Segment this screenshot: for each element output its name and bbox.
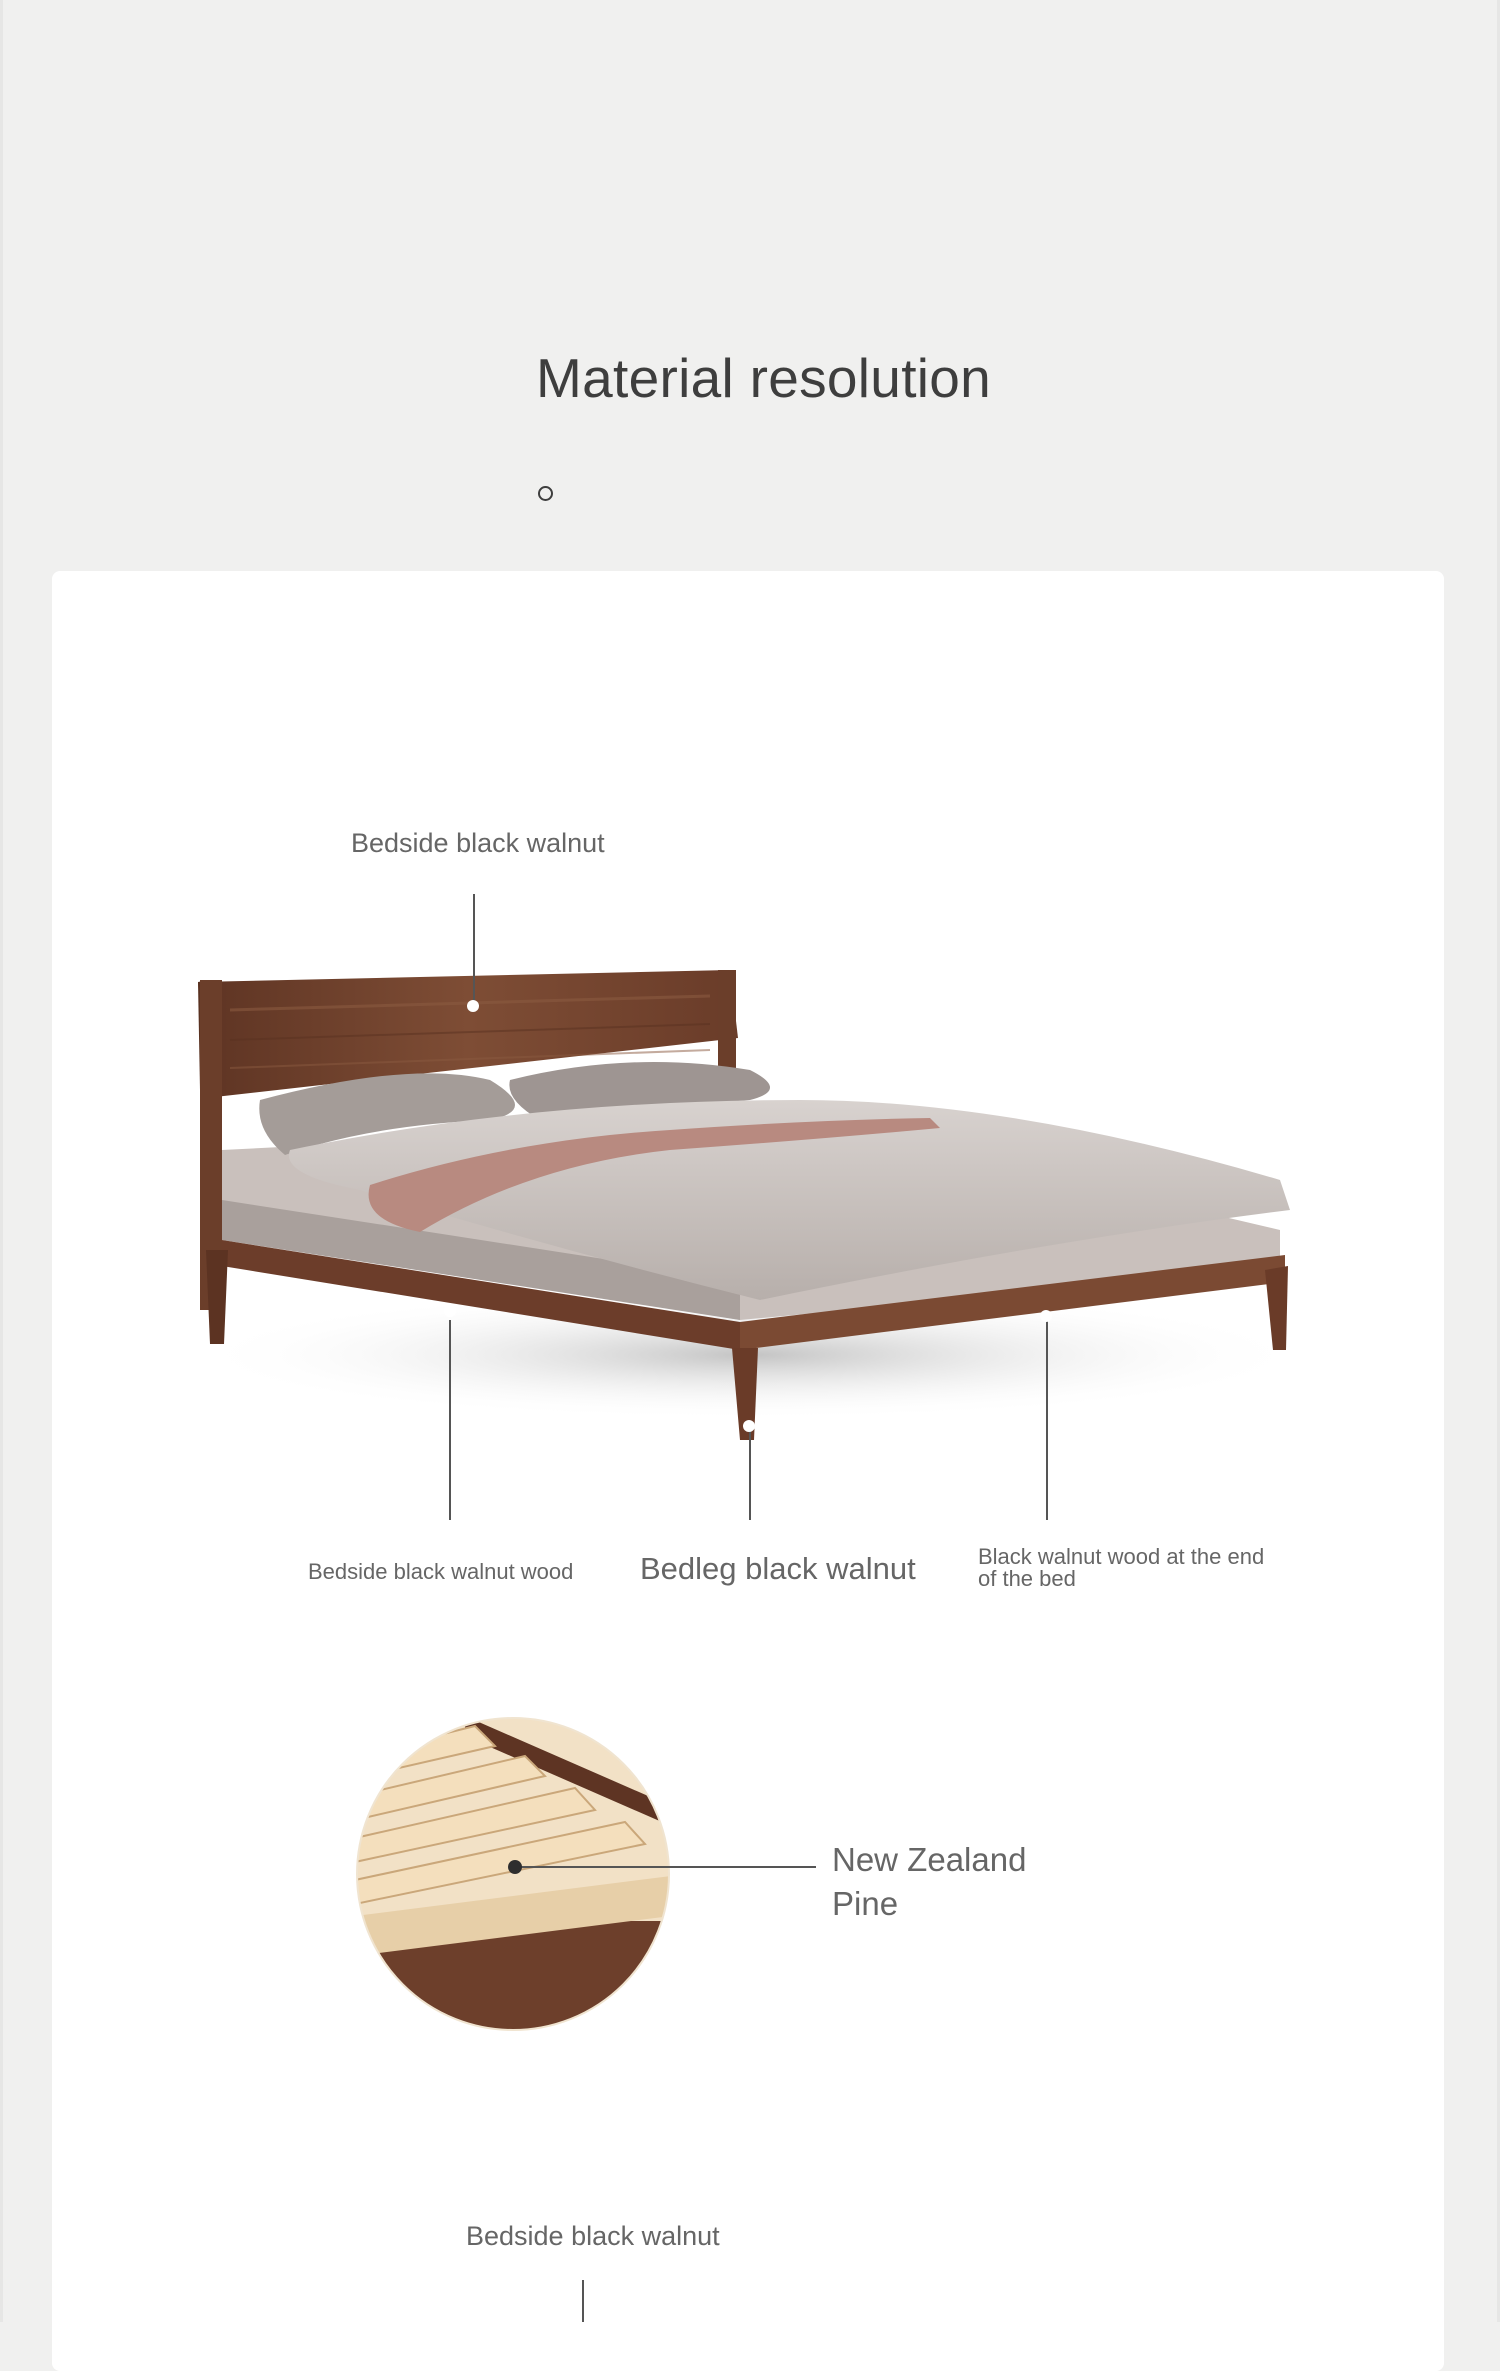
- page-edge-left: [0, 0, 3, 2322]
- callout-line-slats: [514, 1866, 816, 1868]
- callout-line-next-section: [582, 2280, 584, 2322]
- title-ring-icon: [538, 486, 553, 501]
- label-next-section: Bedside black walnut: [466, 2221, 720, 2251]
- marker-slats: [500, 1852, 530, 1882]
- callout-line-end-rail: [1046, 1318, 1048, 1520]
- label-headboard: Bedside black walnut: [351, 828, 605, 858]
- label-leg: Bedleg black walnut: [640, 1551, 916, 1586]
- leg-left: [206, 1250, 228, 1344]
- label-slats: New Zealand Pine: [832, 1841, 1027, 1922]
- label-end-rail: Black walnut wood at the end of the bed: [978, 1544, 1265, 1591]
- callout-line-side-rail: [449, 1320, 451, 1520]
- callout-line-leg: [749, 1428, 751, 1520]
- callout-line-headboard: [473, 894, 475, 1006]
- section-title: Material resolution: [536, 347, 992, 409]
- bed-illustration: [110, 950, 1350, 1510]
- label-side-rail: Bedside black walnut wood: [308, 1559, 574, 1584]
